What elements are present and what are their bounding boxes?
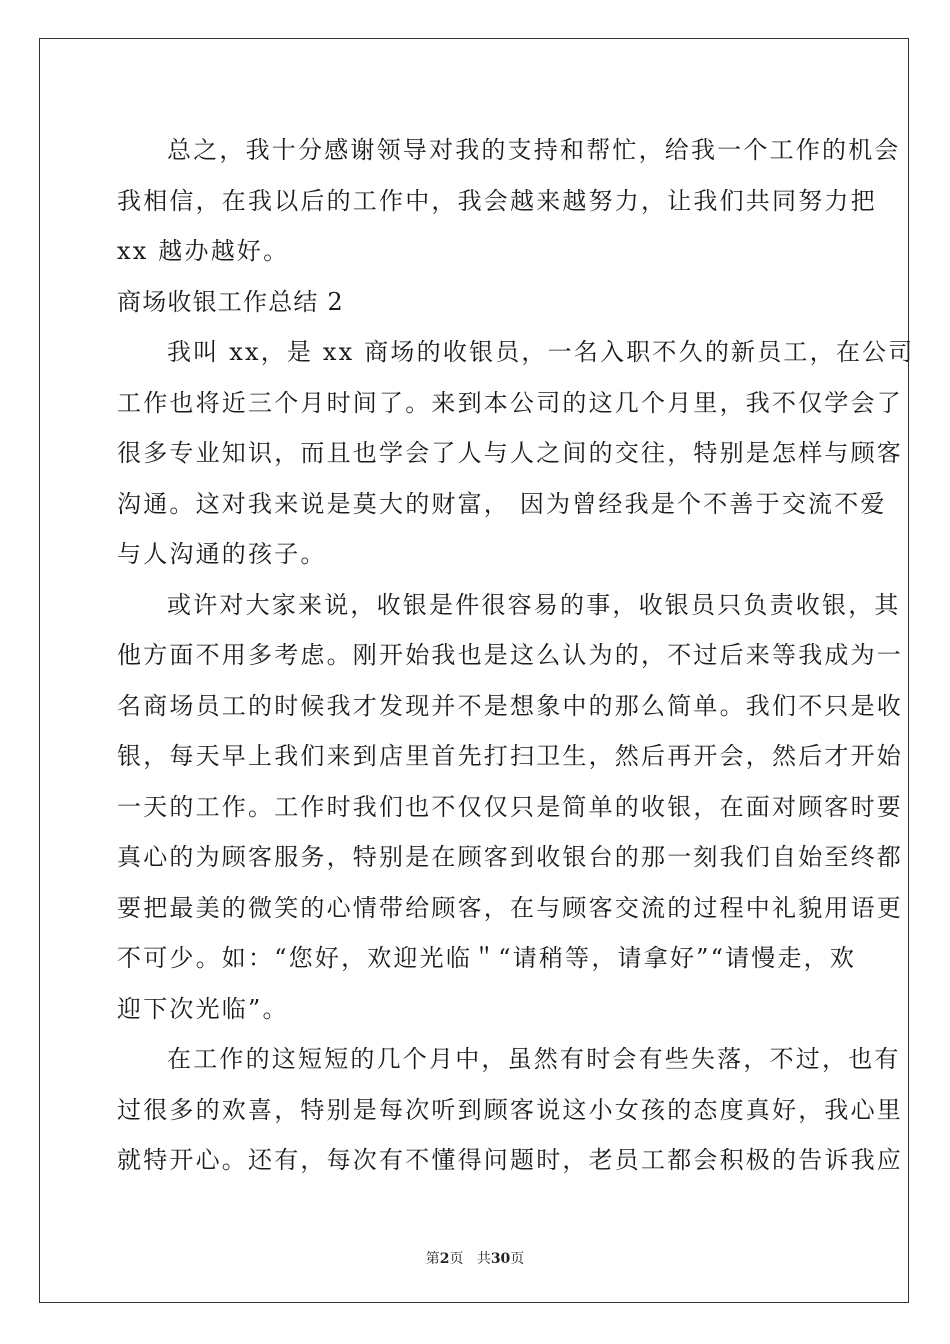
text-line: 总之，我十分感谢领导对我的支持和帮忙，给我一个工作的机会 [167,136,901,164]
text-line: 很多专业知识，而且也学会了人与人之间的交往，特别是怎样与顾客 [117,439,903,467]
text-line: 他方面不用多考虑。刚开始我也是这么认为的，不过后来等我成为一 [117,641,903,669]
text-line: 一天的工作。工作时我们也不仅仅只是简单的收银，在面对顾客时要 [117,792,903,821]
page-number: 2 [439,1251,450,1267]
text-line: 名商场员工的时候我才发现并不是想象中的那么简单。我们不只是收 [117,691,903,720]
text-line: 不可少。如：“您好，欢迎光临＂“请稍等，请拿好”“请慢走，欢 [117,944,857,972]
total-pages: 30 [490,1251,511,1267]
text-line: 要把最美的微笑的心情带给顾客，在与顾客交流的过程中礼貌用语更 [117,893,903,922]
total-suffix: 页 [510,1251,525,1267]
page-suffix: 页 [449,1251,464,1267]
page-prefix: 第 [425,1251,440,1267]
text-line: 或许对大家来说，收银是件很容易的事，收银员只负责收银，其 [167,590,901,619]
page-footer [0,1248,950,1268]
text-line: 工作也将近三个月时间了。来到本公司的这几个月里，我不仅学会了 [117,388,903,417]
text-line: 我相信，在我以后的工作中，我会越来越努力，让我们共同努力把 [117,186,877,215]
text-line: 就特开心。还有，每次有不懂得问题时，老员工都会积极的告诉我应 [117,1146,903,1174]
total-prefix: 共 [476,1251,491,1267]
text-line: 真心的为顾客服务，特别是在顾客到收银台的那一刻我们自始至终都 [117,843,903,871]
text-line: 在工作的这短短的几个月中，虽然有时会有些失落，不过，也有 [167,1045,901,1073]
text-line: 我叫 xx，是 xx 商场的收银员，一名入职不久的新员工，在公司 [167,338,915,366]
text-line: 过很多的欢喜，特别是每次听到顾客说这小女孩的态度真好，我心里 [117,1095,903,1124]
text-line: xx 越办越好。 [117,237,290,265]
text-line: 银，每天早上我们来到店里首先打扫卫生，然后再开会，然后才开始 [117,742,903,770]
section-heading: 商场收银工作总结 2 [117,287,344,316]
document-body [117,125,915,1186]
text-line: 与人沟通的孩子。 [117,540,327,568]
text-line: 沟通。这对我来说是莫大的财富， 因为曾经我是个不善于交流不爱 [117,489,887,518]
text-line: 迎下次光临”。 [117,994,289,1023]
